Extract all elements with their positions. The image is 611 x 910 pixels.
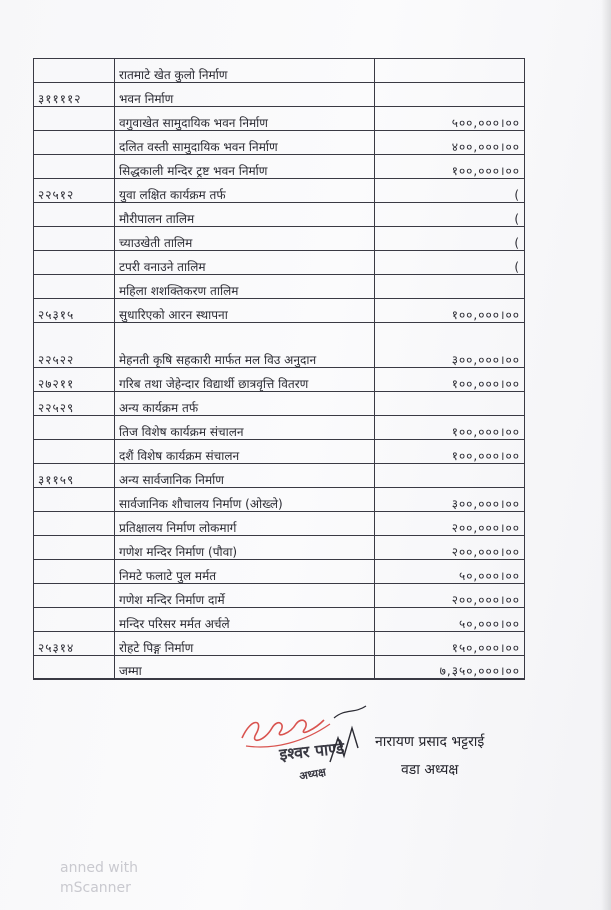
description-cell: प्रतिक्षालय निर्माण लोकमार्ग: [115, 512, 375, 536]
amount-cell: (: [375, 179, 525, 203]
watermark-line-2: mScanner: [60, 880, 131, 896]
table-row: [34, 59, 525, 83]
description-cell: मन्दिर परिसर मर्मत अर्चले: [115, 608, 375, 632]
signatory-name: नारायण प्रसाद भट्टराई: [375, 734, 485, 750]
amount-cell: ३००,०००।००: [375, 323, 525, 368]
description-cell: मौरीपालन तालिम: [115, 203, 375, 227]
budget-code-cell: २७२११: [34, 368, 115, 392]
table-row: [34, 488, 525, 512]
table-row: [34, 536, 525, 560]
table-row: [34, 251, 525, 275]
budget-code-cell: [34, 536, 115, 560]
description-cell: निमटे फलाटे पुल मर्मत: [115, 560, 375, 584]
table-row: [34, 464, 525, 488]
amount-cell: ५०,०००।००: [375, 608, 525, 632]
amount-cell: १००,०००।००: [375, 155, 525, 179]
budget-code-cell: [34, 227, 115, 251]
budget-code-cell: [34, 488, 115, 512]
budget-code-cell: [34, 251, 115, 275]
table-row: [34, 392, 525, 416]
table-row: [34, 560, 525, 584]
table-row: [34, 155, 525, 179]
amount-cell: २००,०००।००: [375, 536, 525, 560]
description-cell: मेहनती कृषि सहकारी मार्फत मल विउ अनुदान: [115, 323, 375, 368]
table-row: [34, 323, 525, 368]
budget-code-cell: २२५१२: [34, 179, 115, 203]
description-cell: जम्मा: [115, 656, 375, 680]
description-cell: अन्य कार्यक्रम तर्फ: [115, 392, 375, 416]
description-cell: वगुवाखेत सामुदायिक भवन निर्माण: [115, 107, 375, 131]
budget-code-cell: [34, 440, 115, 464]
description-cell: सिद्धकाली मन्दिर ट्रष्ट भवन निर्माण: [115, 155, 375, 179]
amount-cell: १००,०००।००: [375, 299, 525, 323]
amount-cell: ५०,०००।००: [375, 560, 525, 584]
description-cell: महिला शशक्तिकरण तालिम: [115, 275, 375, 299]
budget-code-cell: [34, 584, 115, 608]
stamp-title-text: अध्यक्ष: [298, 765, 327, 783]
amount-cell: ७,३५०,०००।००: [375, 656, 525, 680]
table-row: [34, 299, 525, 323]
amount-cell: (: [375, 227, 525, 251]
page-fold-shadow: [601, 0, 611, 910]
budget-table: [33, 58, 525, 680]
amount-cell: [375, 392, 525, 416]
description-cell: दशैं विशेष कार्यक्रम संचालन: [115, 440, 375, 464]
amount-cell: १००,०००।००: [375, 440, 525, 464]
amount-cell: १००,०००।००: [375, 416, 525, 440]
budget-table-body: [34, 59, 525, 680]
scanner-watermark: [60, 858, 138, 898]
amount-cell: ३००,०००।००: [375, 488, 525, 512]
table-row: [34, 440, 525, 464]
budget-code-cell: [34, 560, 115, 584]
amount-cell: [375, 275, 525, 299]
budget-code-cell: [34, 131, 115, 155]
signature-block: [375, 728, 484, 784]
budget-code-cell: २२५२९: [34, 392, 115, 416]
table-row: [34, 608, 525, 632]
description-cell: दलित वस्ती सामुदायिक भवन निर्माण: [115, 131, 375, 155]
signature-stamp: [234, 698, 384, 788]
description-cell: टपरी वनाउने तालिम: [115, 251, 375, 275]
date-scribble: [334, 706, 366, 718]
amount-cell: २००,०००।००: [375, 584, 525, 608]
budget-code-cell: [34, 416, 115, 440]
stamp-name-text: इश्वर पाण्डे: [278, 738, 346, 764]
table-row: [34, 368, 525, 392]
amount-cell: ५००,०००।००: [375, 107, 525, 131]
description-cell: रातमाटे खेत कुलो निर्माण: [115, 59, 375, 83]
budget-code-cell: [34, 203, 115, 227]
amount-cell: (: [375, 251, 525, 275]
description-cell: तिज विशेष कार्यक्रम संचालन: [115, 416, 375, 440]
budget-code-cell: २५३१४: [34, 632, 115, 656]
amount-cell: (: [375, 203, 525, 227]
amount-cell: ४००,०००।००: [375, 131, 525, 155]
table-row: [34, 107, 525, 131]
description-cell: गणेश मन्दिर निर्माण (पौवा): [115, 536, 375, 560]
description-cell: सुधारिएको आरन स्थापना: [115, 299, 375, 323]
table-row: [34, 83, 525, 107]
amount-cell: १५०,०००।००: [375, 632, 525, 656]
amount-cell: [375, 83, 525, 107]
amount-cell: २००,०००।००: [375, 512, 525, 536]
budget-code-cell: [34, 608, 115, 632]
description-cell: गणेश मन्दिर निर्माण दार्मे: [115, 584, 375, 608]
signatory-title: वडा अध्यक्ष: [401, 762, 459, 778]
budget-code-cell: [34, 155, 115, 179]
total-row: [34, 656, 525, 680]
budget-code-cell: ३११५९: [34, 464, 115, 488]
amount-cell: [375, 464, 525, 488]
table-row: [34, 416, 525, 440]
description-cell: च्याउखेती तालिम: [115, 227, 375, 251]
amount-cell: १००,०००।००: [375, 368, 525, 392]
table-row: [34, 227, 525, 251]
budget-code-cell: २२५२२: [34, 323, 115, 368]
table-row: [34, 203, 525, 227]
budget-code-cell: [34, 512, 115, 536]
budget-code-cell: [34, 275, 115, 299]
budget-code-cell: [34, 656, 115, 680]
table-row: [34, 632, 525, 656]
description-cell: भवन निर्माण: [115, 83, 375, 107]
table-row: [34, 584, 525, 608]
table-row: [34, 275, 525, 299]
watermark-line-1: anned with: [60, 860, 138, 876]
budget-code-cell: [34, 59, 115, 83]
table-row: [34, 179, 525, 203]
description-cell: गरिब तथा जेहेन्दार विद्यार्थी छात्रवृत्ति वितरण: [115, 368, 375, 392]
red-signature-scribble: [242, 720, 324, 740]
description-cell: रोहटे पिङ्ग निर्माण: [115, 632, 375, 656]
budget-code-cell: २५३१५: [34, 299, 115, 323]
budget-code-cell: ३११११२: [34, 83, 115, 107]
table-row: [34, 512, 525, 536]
table-row: [34, 131, 525, 155]
budget-code-cell: [34, 107, 115, 131]
description-cell: युवा लक्षित कार्यक्रम तर्फ: [115, 179, 375, 203]
description-cell: अन्य सार्वजानिक निर्माण: [115, 464, 375, 488]
amount-cell: [375, 59, 525, 83]
description-cell: सार्वजानिक शौचालय निर्माण (ओख्ले): [115, 488, 375, 512]
